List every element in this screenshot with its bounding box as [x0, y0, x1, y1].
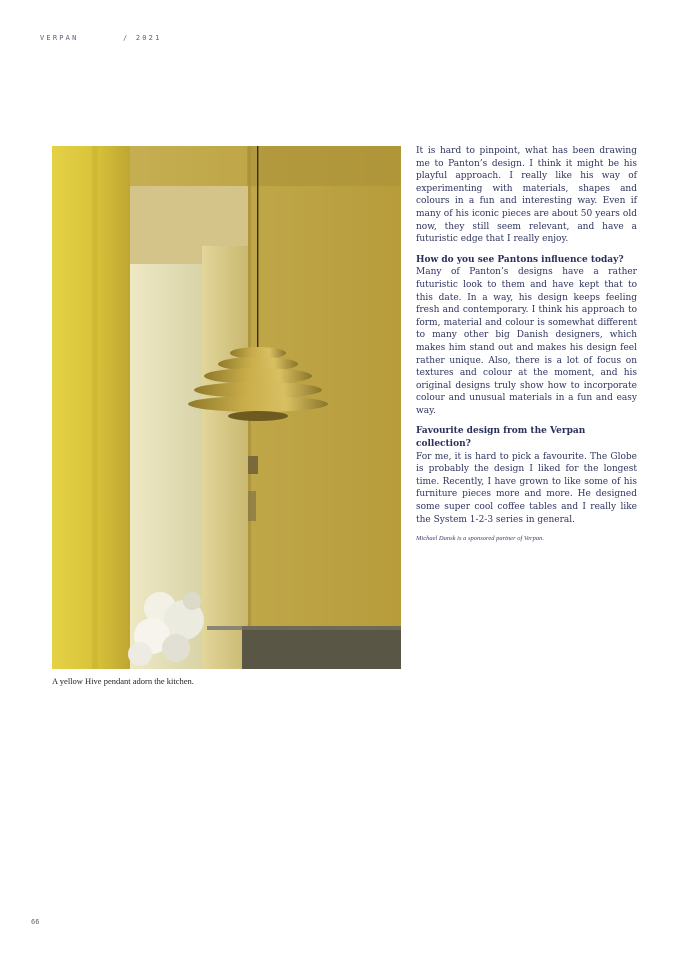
question-heading-influence: How do you see Pantons influence today?: [416, 254, 624, 265]
sponsor-credit: Michael Dansk is a sponsored partner of Verpan.: [416, 535, 544, 542]
page-number: 66: [31, 918, 40, 926]
answer-paragraph-favourite: For me, it is hard to pick a favourite. The Globe is probably the design I liked for the longest time. Recently, I have grown to like some of his furniture pieces more and more. He designed some super cool coffee tables and I really like the System 1-2-3 series in general.: [416, 451, 637, 525]
answer-paragraph-influence: Many of Panton’s designs have a rather futuristic look to them and have kept that to this date. In a way, his design keeps feeling fresh and contemporary. I think his approach to form, material and colour is somewhat different to many other big Danish designers, which makes him stand out and makes his design feel rather unique. Also, there is a lot of focus on textures and colour at the moment, and his original designs truly show how to incorporate colour and unusual materials in a fun and easy way.: [416, 267, 637, 416]
kitchen-photo: [52, 146, 401, 669]
photo-caption: A yellow Hive pendant adorn the kitchen.: [52, 676, 194, 686]
question-heading-favourite: Favourite design from the Verpan collection?: [416, 426, 586, 450]
issue-year: / 2021: [123, 34, 162, 42]
brand-name: VERPAN: [40, 34, 79, 42]
intro-paragraph: It is hard to pinpoint, what has been drawing me to Panton’s design. I think it might be his playful approach. I really like his way of experimenting with materials, shapes and colours in a fun and interesting way. Even if many of his iconic pieces are about 50 years old now, they still seem relevant, and have a futuristic edge that I really enjoy.: [416, 146, 637, 245]
article-body: [416, 145, 637, 534]
page-header: [40, 34, 162, 42]
